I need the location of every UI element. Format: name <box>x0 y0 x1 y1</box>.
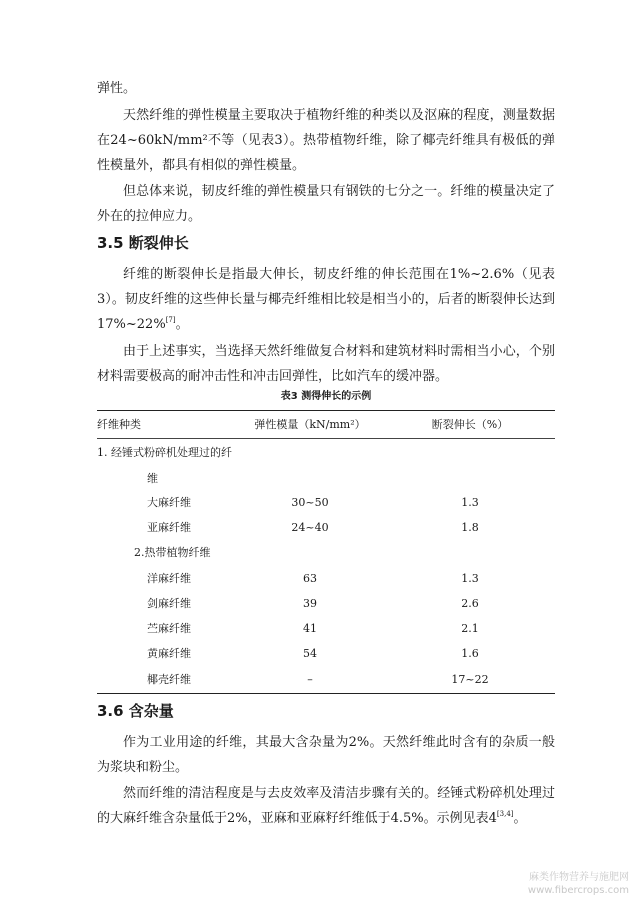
table-row-name: 剑麻纤维 <box>147 597 191 610</box>
heading-3-5: 3.5 断裂伸长 <box>97 234 189 252</box>
table-row-elongation: 1.8 <box>461 521 479 534</box>
paragraph-steel-comparison: 但总体来说，韧皮纤维的弹性模量只有钢铁的七分之一。纤维的模量决定了外在的拉伸应力。 <box>97 184 555 224</box>
paragraph-end-mark: 。 <box>513 811 527 826</box>
watermark <box>528 871 629 897</box>
paragraph-cleanliness <box>97 781 555 831</box>
table-group-label: 1. 经锤式粉碎机处理过的纤 <box>97 446 232 459</box>
table-top-rule <box>97 410 555 411</box>
watermark-url: www.fibercrops.com <box>527 885 629 896</box>
table-row-elongation: 2.1 <box>461 622 479 635</box>
heading-3-6: 3.6 含杂量 <box>97 702 174 720</box>
table-row-name: 椰壳纤维 <box>147 673 191 686</box>
table-group-label: 维 <box>147 472 158 485</box>
table-group-label: 2.热带植物纤维 <box>134 546 211 559</box>
table-row-name: 黄麻纤维 <box>147 647 191 660</box>
table-row-name: 洋麻纤维 <box>147 572 191 585</box>
table-header-fiber: 纤维种类 <box>97 418 141 431</box>
paragraph-cleanliness-text: 然而纤维的清洁程度是与去皮效率及清洁步骤有关的。经锤式粉碎机处理过的大麻纤维含杂量低于2%，亚麻和亚麻籽纤维低于4.5%。示例见表4 <box>97 786 555 826</box>
table-row-modulus: 41 <box>303 622 317 635</box>
table-row-modulus: 30~50 <box>291 496 329 509</box>
paragraph-fragment: 弹性。 <box>97 81 137 96</box>
paragraph-elongation <box>97 262 555 337</box>
table-row-elongation: 17~22 <box>451 673 489 686</box>
paragraph-elongation-text: 纤维的断裂伸长是指最大伸长，韧皮纤维的伸长范围在1%~2.6%（见表3）。韧皮纤维的这些伸长量与椰壳纤维相比较是相当小的，后者的断裂伸长达到17%~22% <box>97 267 555 332</box>
table-bottom-rule <box>97 693 555 694</box>
paragraph-caution: 由于上述事实，当选择天然纤维做复合材料和建筑材料时需相当小心，个别材料需要极高的耐冲击性和冲击回弹性，比如汽车的缓冲器。 <box>97 344 555 384</box>
paragraph-end-mark: 。 <box>175 317 189 332</box>
table-row-elongation: 2.6 <box>461 597 479 610</box>
table-caption: 表3 测得伸长的示例 <box>280 391 372 402</box>
table-header-modulus: 弹性模量（kN/mm²） <box>254 418 366 431</box>
table-row-modulus: 39 <box>303 597 317 610</box>
paragraph-impurity: 作为工业用途的纤维，其最大含杂量为2%。天然纤维此时含有的杂质一般为浆块和粉尘。 <box>97 735 555 775</box>
watermark-title: 麻类作物营养与施肥网 <box>529 872 629 883</box>
paragraph-elastic-modulus: 天然纤维的弹性模量主要取决于植物纤维的种类以及沤麻的程度，测量数据在24~60kN/mm²不等（见表3）。热带植物纤维，除了椰壳纤维具有极低的弹性模量外，都具有相似的弹性模量。 <box>97 108 555 173</box>
table-row-modulus: 54 <box>303 647 317 660</box>
table-row-modulus: 24~40 <box>291 521 329 534</box>
table-row-name: 亚麻纤维 <box>147 521 191 534</box>
table-header-elongation: 断裂伸长（%） <box>431 418 509 431</box>
table-row-name: 苎麻纤维 <box>147 622 191 635</box>
table-row-modulus: – <box>307 673 313 686</box>
table-row-modulus: 63 <box>303 572 317 585</box>
table-row-elongation: 1.6 <box>461 647 479 660</box>
table-header-rule <box>97 438 555 439</box>
table-row-name: 大麻纤维 <box>147 496 191 509</box>
table-row-elongation: 1.3 <box>461 572 479 585</box>
citation-ref: [3,4] <box>496 810 514 818</box>
table-row-elongation: 1.3 <box>461 496 479 509</box>
citation-ref: [7] <box>165 316 176 324</box>
